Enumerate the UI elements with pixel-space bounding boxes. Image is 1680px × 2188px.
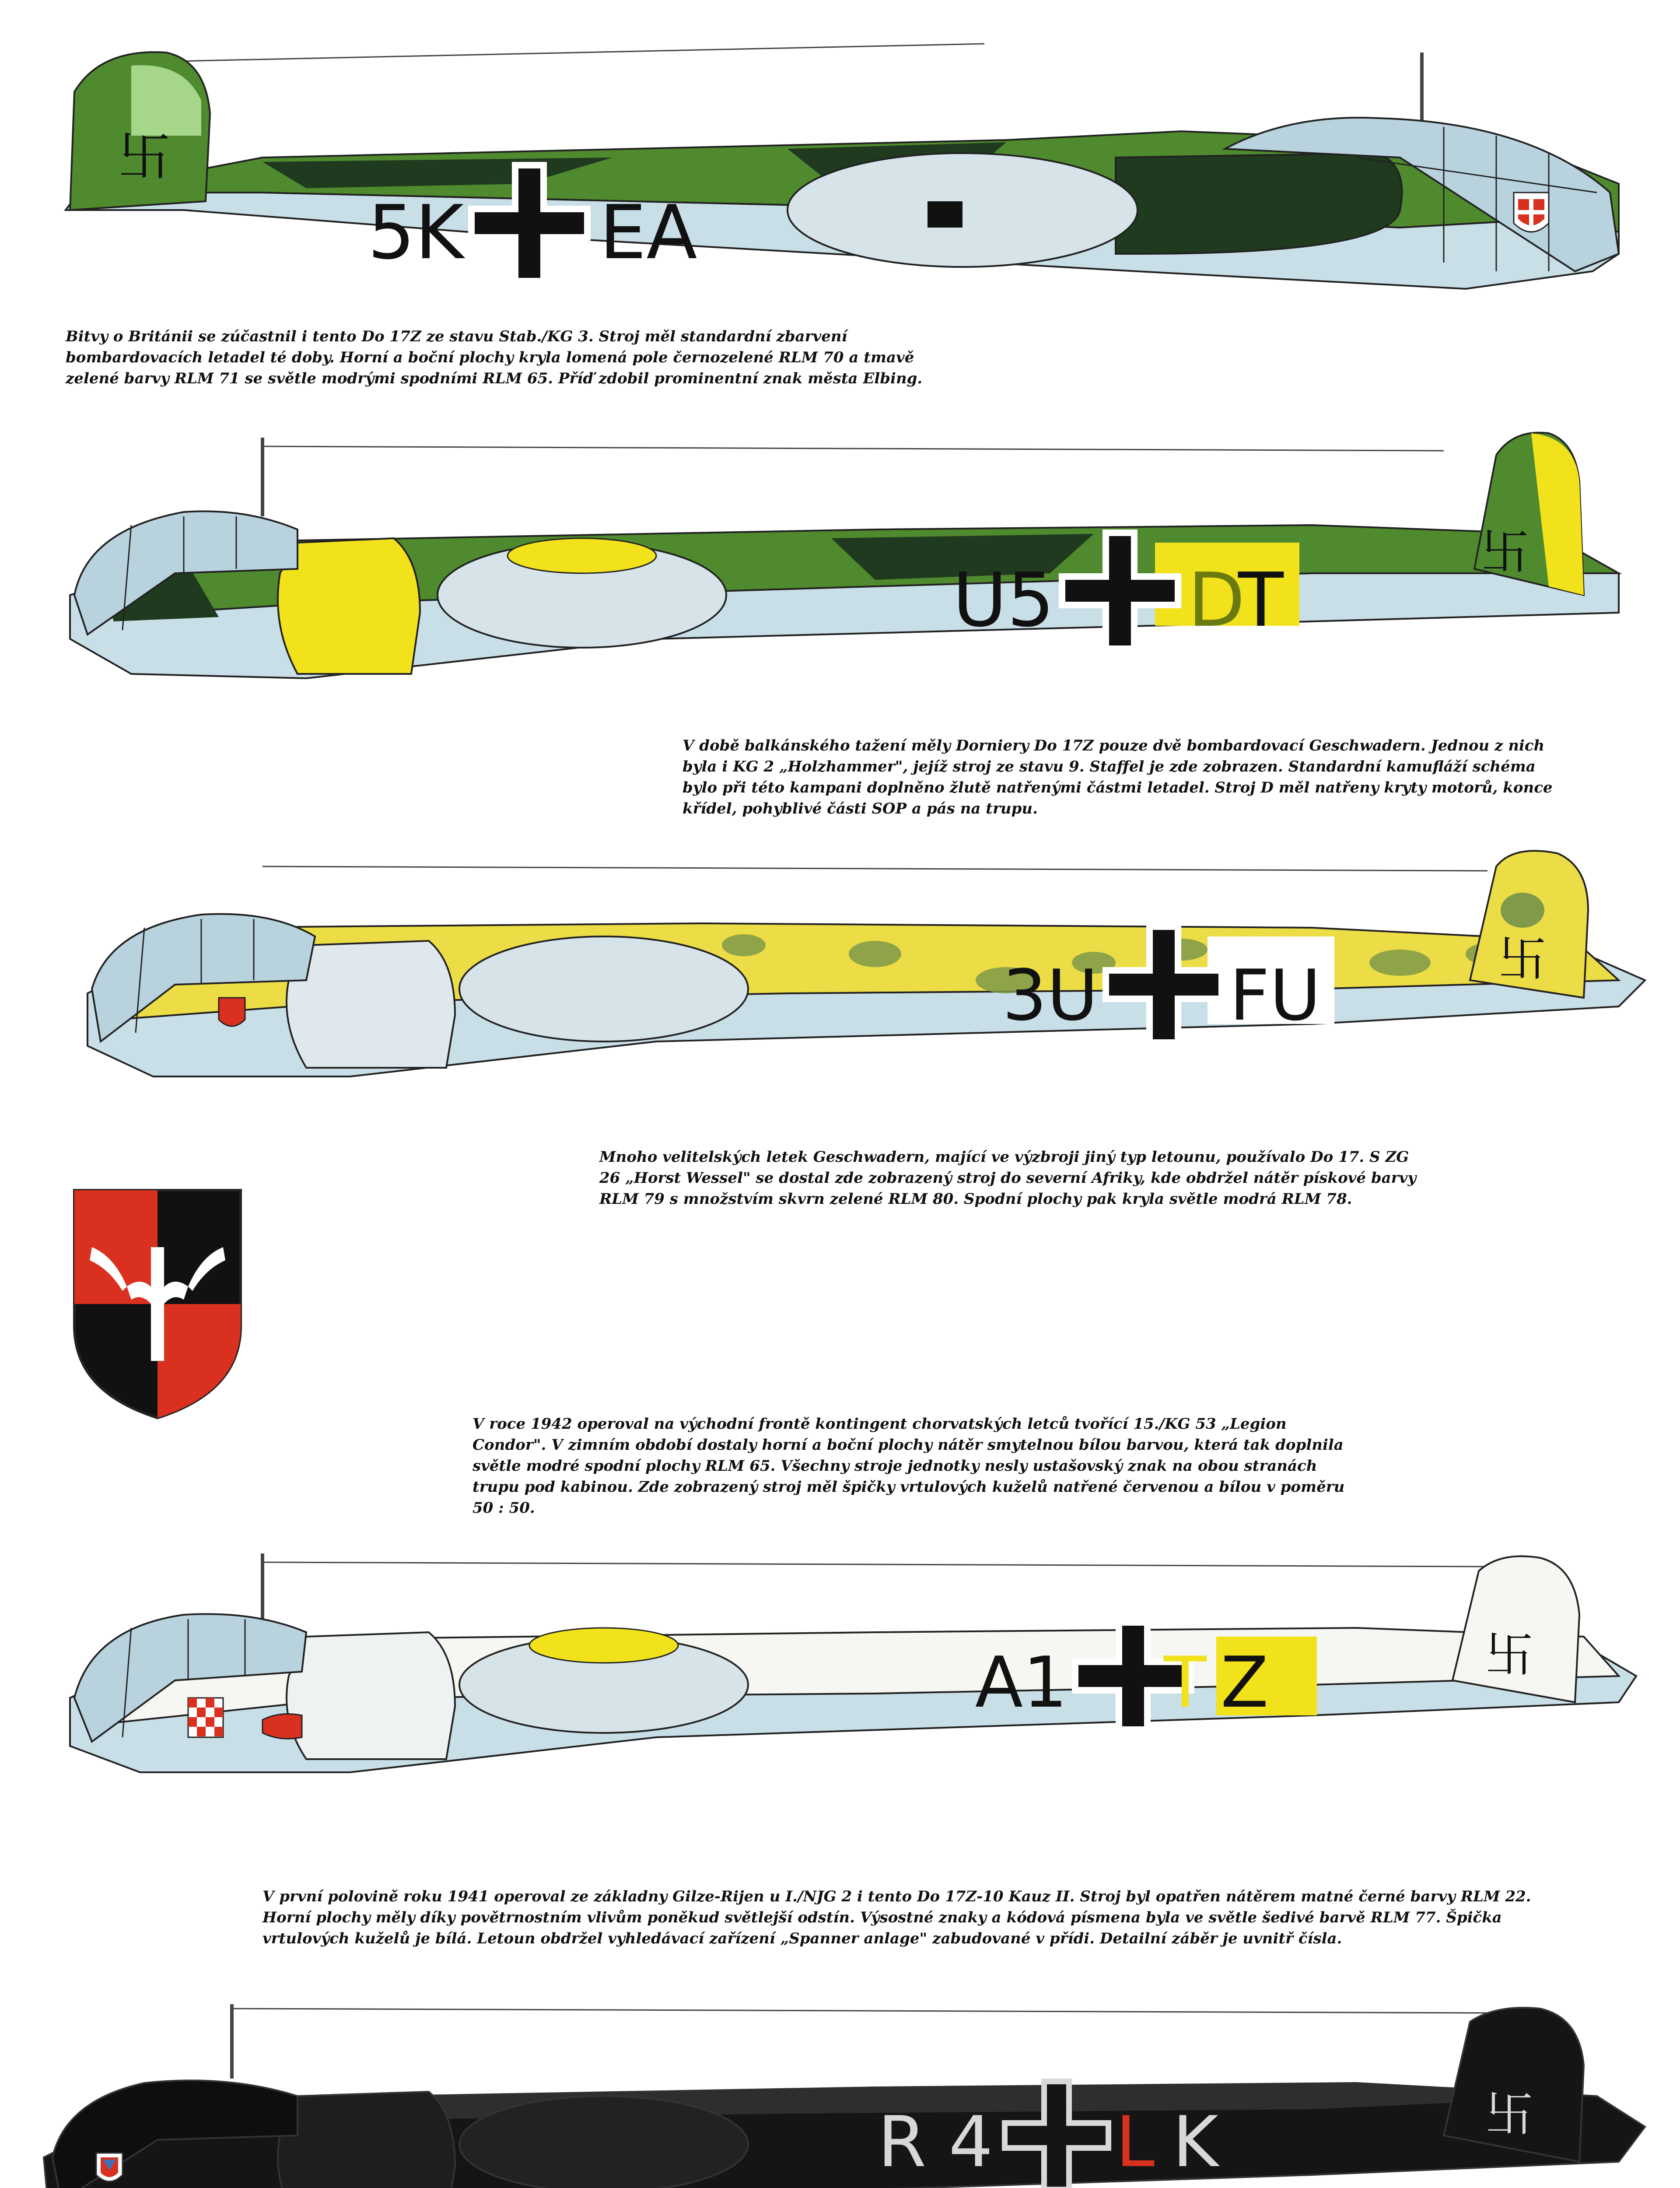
tail-swastika: 卐 [118,127,171,188]
fuselage-code-left: U5 [952,557,1054,644]
aircraft-5 [0,2004,1680,2188]
unit-crest [96,2153,122,2181]
zg26-shield-emblem [66,1182,249,1427]
fuselage-code-left: R 4 [878,2101,993,2183]
fuselage-code-left: A1 [975,1641,1068,1723]
fuselage-code-individual: D [1188,557,1245,644]
fuselage-code-individual: T [1164,1641,1207,1723]
fuselage-code-right: EA [599,189,697,276]
tail-swastika: 卐 [1481,524,1529,580]
aircraft-3-profile [0,849,1680,1147]
tail-swastika: 卐 [1485,1627,1533,1683]
fuselage-code-staffel: Z [1221,1641,1269,1723]
aircraft-1 [0,26,1680,341]
tail-swastika: 卐 [1485,2086,1533,2142]
zg26-shield-small [219,998,245,1026]
aircraft-4 [0,1553,1680,1838]
aircraft-4-profile [0,1553,1680,1838]
aircraft-1-caption: Bitvy o Británii se zúčastnil i tento Do 17Z ze stavu Stab./KG 3. Stroj měl standardní zbarvení bombardovacích letadel té doby. Horní a boční plochy kryla lomená pole černozelené RLM 70 a tmavě zelené barvy RLM 71 se světle modrými spodními RLM 65. Příď zdobil prominentní znak města Elbing. [66,328,923,387]
tail-swastika: 卐 [1498,931,1547,987]
aircraft-2-caption: V době balkánského tažení měly Dorniery Do 17Z pouze dvě bombardovací Geschwadern. Jednou z nich byla i KG 2 „Holzhammer", jejíž stroj ze stavu 9. Staffel je zde zobrazen. Standardní kamufláží schéma bylo při této kampani doplněno žlutě natřenými částmi letadel. Stroj D měl natřeny kryty motorů, konce křídel, pohyblivé části SOP a pás na trupu. [682,737,1553,817]
elbing-crest [1514,193,1549,232]
aircraft-5-profile [0,2004,1680,2188]
fuselage-code-individual: L [1116,2101,1155,2183]
aircraft-2 [0,429,1680,735]
fuselage-code-left: 3U [1002,954,1098,1036]
aircraft-5-caption: V první polovině roku 1941 operoval ze základny Gilze-Rijen u I./NJG 2 i tento Do 17Z-10 Kauz II. Stroj byl opatřen nátěrem matné černé barvy RLM 22. Horní plochy měly díky povětrnostním vlivům poněkud světlejší odstín. Výsostné znaky a kódová písmena byla ve světle šedivé barvě RLM 77. Špička vrtulových kuželů je bílá. Letoun obdržel vyhledávací zařízení „Spanner anlage" zabudované v přídi. Detailní záběr je uvnitř čísla. [262,1888,1531,1947]
fuselage-code-right: FU [1229,954,1321,1036]
aircraft-3 [0,849,1680,1147]
fuselage-code-staffel: K [1172,2101,1218,2183]
aircraft-1-profile [0,26,1680,341]
fuselage-code-staffel: T [1238,557,1284,644]
aircraft-4-caption: V roce 1942 operoval na východní frontě kontingent chorvatských letců tvořící 15./KG 53 „Legion Condor". V zimním období dostaly horní a boční plochy nátěr smytelnou bílou barvou, která tak doplnila světle modré spodní plochy RLM 65. Všechny stroje jednotky nesly ustašovský znak na obou stranách trupu pod kabinou. Zde zobrazený stroj měl špičky vrtulových kuželů natřené červenou a bílou v poměru 50 : 50. [472,1415,1345,1517]
aircraft-2-profile [0,429,1680,735]
aircraft-3-caption: Mnoho velitelských letek Geschwadern, mající ve výzbroji jiný typ letounu, používalo Do 17. S ZG 26 „Horst Wessel" se dostal zde zobrazený stroj do severní Afriky, kde obdržel nátěr pískové barvy RLM 79 s množstvím skvrn zelené RLM 80. Spodní plochy pak kryla světle modrá RLM 78. [599,1148,1417,1208]
fuselage-code-left: 5K [368,189,464,276]
croatian-checkerboard-emblem [188,1698,223,1737]
